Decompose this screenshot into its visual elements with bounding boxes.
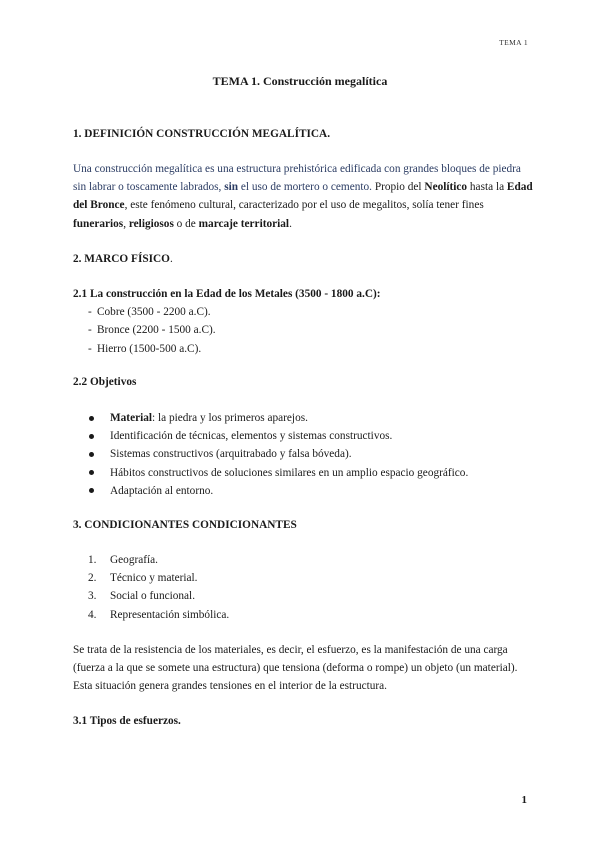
section-3-1-heading: 3.1 Tipos de esfuerzos. [73,715,181,727]
paragraph-bold-funerarios: funerarios [73,217,124,230]
paragraph-text: Una construcción megalítica es una estructura prehistórica edificada con grandes bloques de piedra sin labrar o toscamente labrados, [73,163,521,194]
list-item: - Cobre (3500 - 2200 a.C). [73,303,533,321]
paragraph-bold-marcaje: marcaje territorial [198,217,290,230]
paragraph-bold-neolitico: Neolítico [424,181,468,194]
paragraph-text: el uso de mortero o cemento. [238,181,375,194]
document-title: TEMA 1. Construcción megalítica [212,74,388,88]
list-item [73,606,533,624]
section-3-1-heading-block [73,712,533,730]
list-item [73,587,533,605]
section-1-heading: 1. DEFINICIÓN CONSTRUCCIÓN MEGALÍTICA. [73,128,331,140]
section-2-1 [73,285,533,358]
section-3-heading: 3. CONDICIONANTES CONDICIONANTES [73,519,297,531]
paragraph-bold-edad-bronce: Edad del Bronce [73,181,533,212]
section-2-heading-dot: . [169,253,173,265]
paragraph-bold-sin: sin [224,181,239,194]
page-number: 1 [521,794,527,806]
running-header: TEMA 1 [499,38,528,47]
list-item: - Bronce (2200 - 1500 a.C). [73,321,533,339]
list-number: 3. [88,590,97,603]
section-2-2-heading: 2.2 Objetivos [73,376,137,388]
list-item-text: Representación simbólica. [110,608,230,621]
list-item: Hábitos constructivos de soluciones similares en un amplio espacio geográfico. [73,464,533,482]
section-3-list-block [73,551,533,624]
conditions-list [73,551,533,624]
list-item-bold: Material [110,412,153,424]
paragraph-text: , este fenómeno cultural, caracterizado por el uso de megalitos, solía tener fines [124,199,484,212]
list-item: - Hierro (1500-500 a.C). [73,340,533,358]
list-item [73,569,533,587]
section-3-heading-block [73,516,533,534]
list-item [73,409,533,427]
list-number: 4. [88,608,97,621]
section-1 [73,125,533,143]
paragraph-text: o de [173,217,199,230]
list-item [73,551,533,569]
list-item: Adaptación al entorno. [73,482,533,500]
list-item: Identificación de técnicas, elementos y sistemas constructivos. [73,427,533,445]
list-item: Sistemas constructivos (arquitrabado y falsa bóveda). [73,445,533,463]
section-2-heading-block [73,250,533,268]
list-item-text: Geografía. [110,554,158,566]
paragraph-text: . [289,217,292,230]
paragraph-bold-religiosos: religiosos [128,217,174,230]
section-3-paragraph-block [73,641,533,696]
paragraph-text: hasta la [467,181,507,194]
section-1-paragraph [73,160,533,233]
section-2-2-list-block [73,409,533,500]
paragraph-text: Propio del [374,181,425,194]
list-item-text: : la piedra y los primeros aparejos. [152,412,308,424]
section-2-heading: 2. MARCO FÍSICO [73,253,170,265]
paragraph-text: , [123,217,129,230]
section-3-paragraph: Se trata de la resistencia de los materiales, es decir, el esfuerzo, es la manifestación de una carga (fuerza a la que se somete una estructura) que tensiona (deforma o rompe) un objeto (un material). Esta situación genera grandes tensiones en el interior de la estructura. [73,644,518,693]
section-2-1-heading: 2.1 La construcción en la Edad de los Metales (3500 - 1800 a.C): [73,288,381,300]
metal-ages-list [73,303,533,358]
list-item-text: Social o funcional. [110,590,196,603]
list-item-text: Técnico y material. [110,572,198,585]
list-number: 2. [88,572,97,585]
section-2-2-heading-block [73,373,533,391]
list-number: 1. [88,554,97,566]
objectives-list [73,409,533,500]
